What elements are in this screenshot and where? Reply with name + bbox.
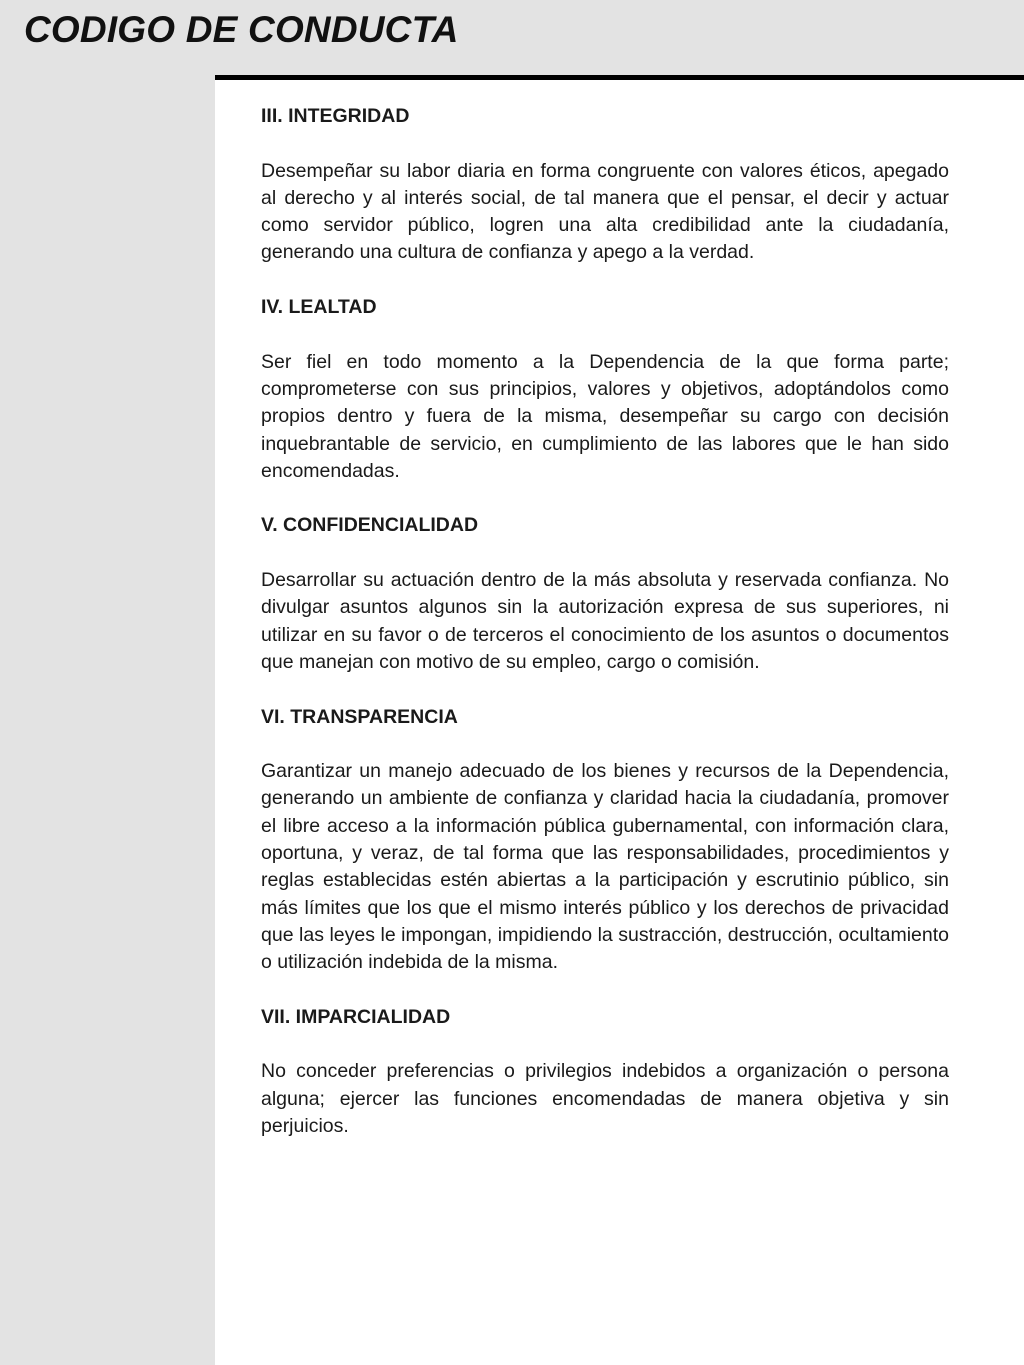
- document-body: [261, 103, 949, 1168]
- section-paragraph: Desempeñar su labor diaria en forma congruente con valores éticos, apegado al derecho y al interés social, de tal manera que el pensar, el decir y actuar como servidor público, logren una alta credibilidad ante la ciudadanía, generando una cultura de confianza y apego a la verdad.: [261, 159, 949, 264]
- section-confidencialidad: [261, 512, 949, 676]
- section-heading: VI. TRANSPARENCIA: [261, 705, 458, 728]
- section-paragraph: Ser fiel en todo momento a la Dependencia de la que forma parte; comprometerse con sus principios, valores y objetivos, adoptándolos como propios dentro y fuera de la misma, desempeñar su cargo con decisión inquebrantable de servicio, en cumplimiento de las labores que le han sido encomendadas.: [261, 350, 949, 482]
- title-underline: [215, 75, 1024, 80]
- section-integridad: [261, 103, 949, 267]
- section-paragraph: Desarrollar su actuación dentro de la más absoluta y reservada confianza. No divulgar asuntos algunos sin la autorización expresa de sus superiores, ni utilizar en su favor o de terceros el conocimiento de los asuntos o documentos que manejan con motivo de su empleo, cargo o comisión.: [261, 569, 949, 673]
- section-imparcialidad: [261, 1004, 949, 1140]
- left-sidebar-band: [0, 0, 215, 1365]
- section-paragraph: No conceder preferencias o privilegios indebidos a organización o persona alguna; ejercer las funciones encomendadas de manera objetiva y sin perjuicios.: [261, 1060, 949, 1137]
- title-band: [0, 0, 1024, 76]
- section-lealtad: [261, 294, 949, 485]
- section-heading: IV. LEALTAD: [261, 296, 377, 319]
- section-heading: VII. IMPARCIALIDAD: [261, 1005, 451, 1028]
- section-heading: III. INTEGRIDAD: [261, 105, 410, 127]
- page-title: CODIGO DE CONDUCTA: [24, 9, 459, 50]
- section-transparencia: [261, 704, 949, 977]
- section-paragraph: Garantizar un manejo adecuado de los bienes y recursos de la Dependencia, generando un ambiente de confianza y claridad hacia la ciudadanía, promover el libre acceso a la información pública gubernamental, con información clara, oportuna, y veraz, de tal forma que las responsabilidades, procedimientos y reglas establecidas estén abiertas a la participación y escrutinio público, sin más límites que los que el mismo interés público y los derechos de privacidad que las leyes le impongan, impidiendo la sustracción, destrucción, ocultamiento o utilización indebida de la misma.: [261, 760, 949, 974]
- section-heading: V. CONFIDENCIALIDAD: [261, 514, 479, 537]
